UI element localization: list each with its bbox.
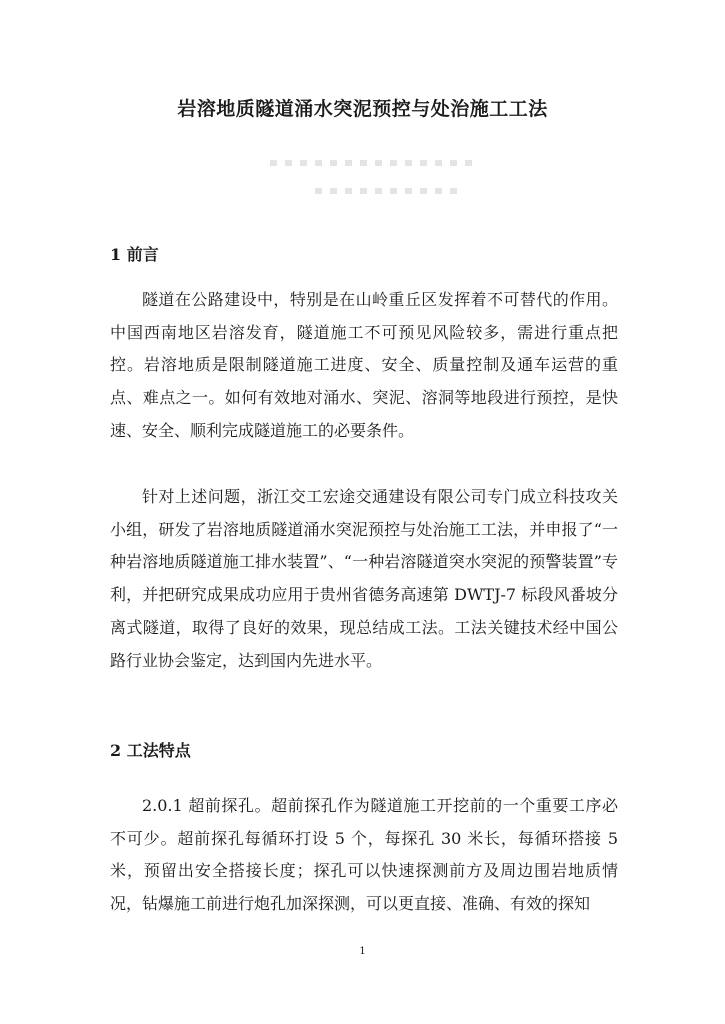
- paragraph-features-1: 2.0.1 超前探孔。超前探孔作为隧道施工开挖前的一个重要工序必不可少。超前探孔每循环打设 5 个，每探孔 30 米长，每循环搭接 5 米，预留出安全搭接长度；探孔可以快速探测前方及周边围岩地质情况，钻爆施工前进行炮孔加深探测，可以更直接、准确、有效的探知: [110, 796, 618, 914]
- page-number: 1: [359, 946, 366, 957]
- section-heading-foreword: 1 前言: [110, 245, 159, 264]
- paragraph-foreword-1: 隧道在公路建设中，特别是在山岭重丘区发挥着不可替代的作用。中国西南地区岩溶发育，隧道施工不可预见风险较多，需进行重点把控。岩溶地质是限制隧道施工进度、安全、质量控制及通车运营的重点、难点之一。如何有效地对涌水、突泥、溶洞等地段进行预控，是快速、安全、顺利完成隧道施工的必要条件。: [110, 290, 618, 440]
- faded-author-line: [270, 160, 480, 166]
- section-heading-features: 2 工法特点: [110, 741, 191, 760]
- faded-affiliation-line: [315, 188, 465, 194]
- document-title: 岩溶地质隧道涌水突泥预控与处治施工工法: [177, 98, 548, 120]
- paragraph-foreword-2: 针对上述问题，浙江交工宏途交通建设有限公司专门成立科技攻关小组，研发了岩溶地质隧道涌水突泥预控与处治施工工法，并申报了“一种岩溶地质隧道施工排水装置”、“一种岩溶隧道突水突泥的预警装置”专利，并把研究成果成功应用于贵州省德务高速第 DWTJ-7 标段风番坡分离式隧道，取得了良好的效果，现总结成工法。工法关键技术经中国公路行业协会鉴定，达到国内先进水平。: [110, 487, 618, 670]
